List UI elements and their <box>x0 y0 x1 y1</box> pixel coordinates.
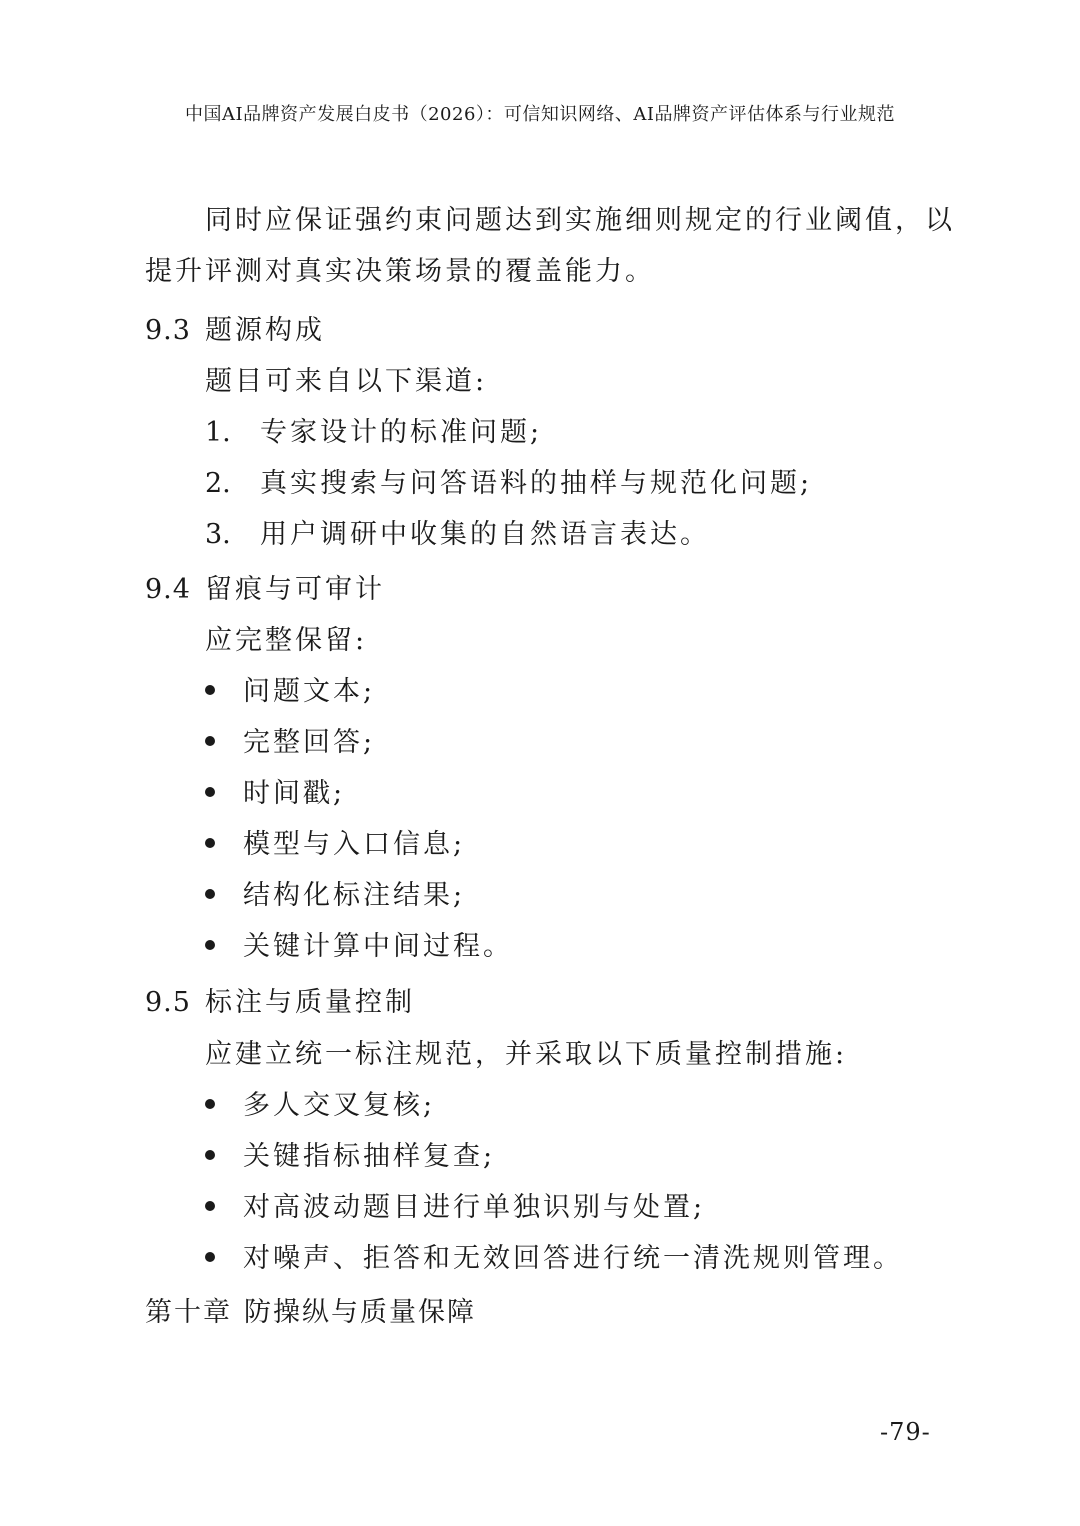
paragraph-line-2: 提升评测对真实决策场景的覆盖能力。 <box>145 256 655 287</box>
bullet-icon <box>205 940 215 950</box>
bullet-icon <box>205 736 215 746</box>
bullet-icon <box>205 1201 215 1211</box>
item-number: 1. <box>205 417 231 448</box>
bullet-item <box>205 878 465 914</box>
item-text: 真实搜索与问答语料的抽样与规范化问题; <box>260 468 813 499</box>
section-heading-9-5 <box>145 985 415 1021</box>
item-text: 关键指标抽样复查; <box>243 1141 496 1172</box>
item-number: 2. <box>205 468 231 499</box>
bullet-icon <box>205 787 215 797</box>
bullet-item <box>205 674 375 710</box>
item-text: 对高波动题目进行单独识别与处置; <box>243 1192 706 1223</box>
section-intro: 应完整保留: <box>205 625 368 656</box>
chapter-number: 第十章 <box>145 1297 232 1328</box>
bullet-item <box>205 929 513 965</box>
item-text: 用户调研中收集的自然语言表达。 <box>260 519 710 550</box>
bullet-item <box>205 725 375 761</box>
item-text: 对噪声、拒答和无效回答进行统一清洗规则管理。 <box>243 1243 903 1274</box>
paragraph-line-1: 同时应保证强约束问题达到实施细则规定的行业阈值，以 <box>205 205 955 236</box>
page-number: -79- <box>880 1418 931 1446</box>
bullet-item <box>205 1190 705 1226</box>
section-title: 留痕与可审计 <box>205 574 385 605</box>
section-intro: 题目可来自以下渠道: <box>205 366 488 397</box>
bullet-item <box>205 1088 435 1124</box>
numbered-item <box>205 415 542 451</box>
item-text: 多人交叉复核; <box>243 1090 436 1121</box>
section-number: 9.5 <box>145 987 191 1018</box>
section-number: 9.3 <box>145 315 191 346</box>
chapter-title: 防操纵与质量保障 <box>244 1297 476 1328</box>
item-text: 完整回答; <box>243 727 376 758</box>
item-number: 3. <box>205 519 231 550</box>
bullet-item <box>205 1241 903 1277</box>
numbered-item <box>205 466 812 502</box>
bullet-item <box>205 827 465 863</box>
section-title: 标注与质量控制 <box>205 987 415 1018</box>
item-text: 专家设计的标准问题; <box>260 417 543 448</box>
section-number: 9.4 <box>145 574 191 605</box>
numbered-item <box>205 517 710 553</box>
item-text: 模型与入口信息; <box>243 829 466 860</box>
bullet-icon <box>205 838 215 848</box>
running-header: 中国AI品牌资产发展白皮书（2026）：可信知识网络、AI品牌资产评估体系与行业规范 <box>184 104 896 125</box>
bullet-icon <box>205 685 215 695</box>
item-text: 问题文本; <box>243 676 376 707</box>
bullet-item <box>205 1139 495 1175</box>
section-heading-9-3 <box>145 313 325 349</box>
section-intro: 应建立统一标注规范，并采取以下质量控制措施: <box>205 1039 848 1070</box>
item-text: 关键计算中间过程。 <box>243 931 513 962</box>
bullet-icon <box>205 1252 215 1262</box>
bullet-icon <box>205 1099 215 1109</box>
chapter-heading <box>145 1295 476 1331</box>
bullet-icon <box>205 889 215 899</box>
bullet-icon <box>205 1150 215 1160</box>
item-text: 时间戳; <box>243 778 346 809</box>
section-title: 题源构成 <box>205 315 325 346</box>
bullet-item <box>205 776 345 812</box>
item-text: 结构化标注结果; <box>243 880 466 911</box>
section-heading-9-4 <box>145 572 385 608</box>
